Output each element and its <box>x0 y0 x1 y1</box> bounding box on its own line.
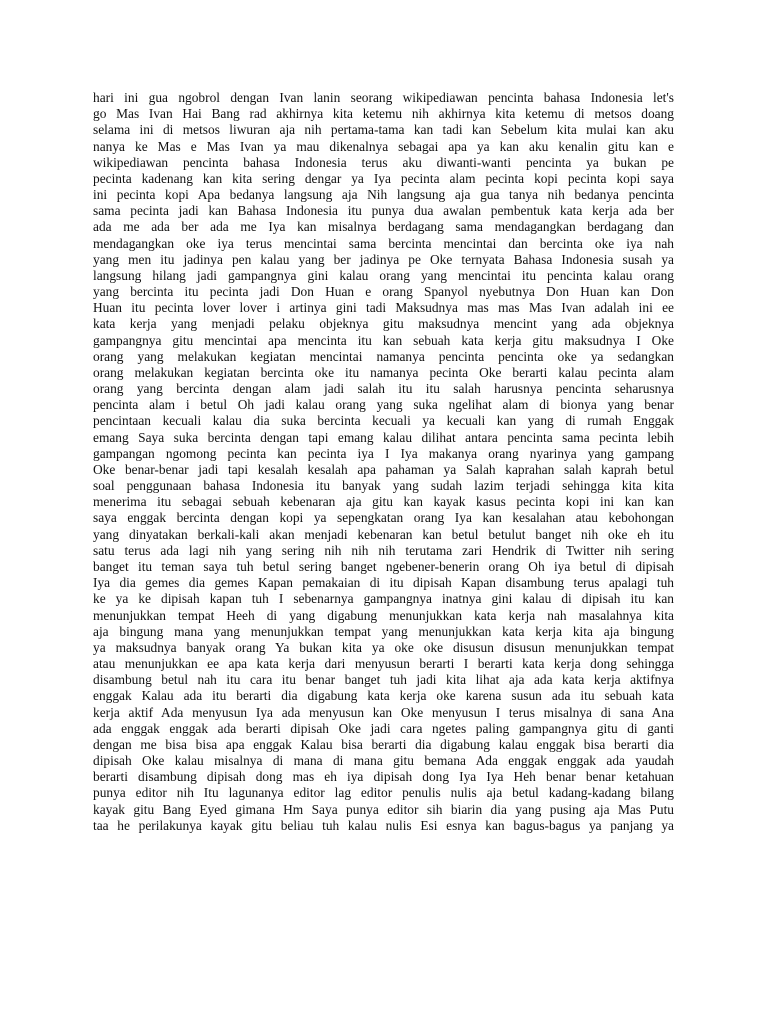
text-line: pencintaan kecuali kalau dia suka bercinta kecuali ya kecuali kan yang di rumah Enggak <box>93 413 674 429</box>
text-line: yang dinyatakan berkali-kali akan menjadi kebenaran kan betul betulut banget nih oke eh itu <box>93 526 674 542</box>
text-line: kata kerja yang menjadi pelaku objeknya gitu maksudnya mencint yang ada objeknya <box>93 316 674 332</box>
text-line: yang bercinta itu pecinta jadi Don Huan e orang Spanyol nyebutnya Don Huan kan Don <box>93 284 674 300</box>
text-line: ada enggak enggak ada berarti dipisah Oke jadi cara ngetes paling gampangnya gitu di ganti <box>93 720 674 736</box>
text-line: saya enggak bercinta dengan kopi ya sepengkatan orang Iya kan kesalahan atau kebohongan <box>93 510 674 526</box>
text-line: dipisah Oke kalau misalnya di mana di mana gitu bemana Ada enggak enggak ada yaudah <box>93 753 674 769</box>
text-line: pecinta kadenang kan kita sering dengar ya Iya pecinta alam pecinta kopi pecinta kopi saya <box>93 170 674 186</box>
text-line: yang men itu jadinya pen kalau yang ber jadinya pe Oke ternyata Bahasa Indonesia susah ya <box>93 251 674 267</box>
text-line: selama ini di metsos liwuran aja nih pertama-tama kan tadi kan Sebelum kita mulai kan aku <box>93 122 674 138</box>
text-line: gampangnya gitu mencintai apa mencinta itu kan sebuah kata kerja gitu maksudnya I Oke <box>93 332 674 348</box>
text-line: ada me ada ber ada me Iya kan misalnya berdagang sama mendagangkan berdagang dan <box>93 219 674 235</box>
text-line: punya editor nih Itu lagunanya editor lag editor penulis nulis aja betul kadang-kadang bilang <box>93 785 674 801</box>
text-line: go Mas Ivan Hai Bang rad akhirnya kita ketemu nih akhirnya kita ketemu di metsos doang <box>93 106 674 122</box>
text-line: satu terus ada lagi nih yang sering nih nih nih terutama zari Hendrik di Twitter nih sering <box>93 542 674 558</box>
transcript-paragraph <box>93 90 674 834</box>
text-line: Huan itu pecinta lover lover i artinya gini tadi Maksudnya mas mas Mas Ivan adalah ini ee <box>93 300 674 316</box>
text-line: Iya dia gemes dia gemes Kapan pemakaian di itu dipisah Kapan disambung terus apalagi tuh <box>93 575 674 591</box>
text-line: orang melakukan kegiatan bercinta oke itu namanya pecinta Oke berarti kalau pecinta alam <box>93 364 674 380</box>
text-line: dengan me bisa bisa apa enggak Kalau bisa berarti dia digabung kalau enggak bisa berarti dia <box>93 736 674 752</box>
text-line: kerja aktif Ada menyusun Iya ada menyusun kan Oke menyusun I terus misalnya di sana Ana <box>93 704 674 720</box>
text-line: orang yang melakukan kegiatan mencintai namanya pencinta pencinta oke ya sedangkan <box>93 348 674 364</box>
text-line: ke ya ke dipisah kapan tuh I sebenarnya gampangnya inatnya gini kalau di dipisah itu kan <box>93 591 674 607</box>
text-line: wikipediawan pencinta bahasa Indonesia terus aku diwanti-wanti pencinta ya bukan pe <box>93 154 674 170</box>
text-line: nanya ke Mas e Mas Ivan ya mau dikenalnya sebagai apa ya kan aku kenalin gitu kan e <box>93 138 674 154</box>
text-line: enggak Kalau ada itu berarti dia digabung kata kerja oke karena susun ada itu sebuah kata <box>93 688 674 704</box>
text-line: emang Saya suka bercinta dengan tapi emang kalau dilihat antara pencinta sama pecinta lebih <box>93 429 674 445</box>
text-line: berarti disambung dipisah dong mas eh iya dipisah dong Iya Iya Heh benar benar ketahuan <box>93 769 674 785</box>
text-line: Oke benar-benar jadi tapi kesalah kesalah apa pahaman ya Salah kaprahan salah kaprah betul <box>93 461 674 477</box>
text-line: pencinta alam i betul Oh jadi kalau orang yang suka ngelihat alam di bionya yang benar <box>93 397 674 413</box>
text-line: soal penggunaan bahasa Indonesia itu banyak yang sudah lazim terjadi sehingga kita kita <box>93 478 674 494</box>
text-line: ini pecinta kopi Apa bedanya langsung aja Nih langsung aja gua tanya nih bedanya pencinta <box>93 187 674 203</box>
text-line: taa he perilakunya kayak gitu beliau tuh kalau nulis Esi esnya kan bagus-bagus ya panjang ya <box>93 817 674 833</box>
text-line: menunjukkan tempat Heeh di yang digabung menunjukkan kata kerja nah masalahnya kita <box>93 607 674 623</box>
text-line: mendagangkan oke iya terus mencintai sama bercinta mencintai dan bercinta oke iya nah <box>93 235 674 251</box>
text-line: sama pecinta jadi kan Bahasa Indonesia itu punya dua awalan pembentuk kata kerja ada ber <box>93 203 674 219</box>
text-line: menerima itu sebagai sebuah kebenaran aja gitu kan kayak kasus pecinta kopi ini kan kan <box>93 494 674 510</box>
text-line: disambung betul nah itu cara itu benar banget tuh jadi kita lihat aja ada kata kerja aktifnya <box>93 672 674 688</box>
text-line: kayak gitu Bang Eyed gimana Hm Saya punya editor sih biarin dia yang pusing aja Mas Putu <box>93 801 674 817</box>
text-line: ya maksudnya banyak orang Ya bukan kita ya oke oke disusun disusun menunjukkan tempat <box>93 639 674 655</box>
text-line: aja bingung mana yang menunjukkan tempat yang menunjukkan kata kerja kita aja bingung <box>93 623 674 639</box>
text-line: atau menunjukkan ee apa kata kerja dari menyusun berarti I berarti kata kerja dong sehingga <box>93 656 674 672</box>
text-line: hari ini gua ngobrol dengan Ivan lanin seorang wikipediawan pencinta bahasa Indonesia let's <box>93 90 674 105</box>
text-line: langsung hilang jadi gampangnya gini kalau orang yang mencintai itu pencinta kalau orang <box>93 267 674 283</box>
text-line: banget itu teman saya tuh betul sering banget ngebener-benerin orang Oh iya betul di dipisah <box>93 558 674 574</box>
text-line: orang yang bercinta dengan alam jadi salah itu itu salah harusnya pencinta seharusnya <box>93 381 674 397</box>
text-line: gampangan ngomong pecinta kan pecinta iya I Iya makanya orang nyarinya yang gampang <box>93 445 674 461</box>
